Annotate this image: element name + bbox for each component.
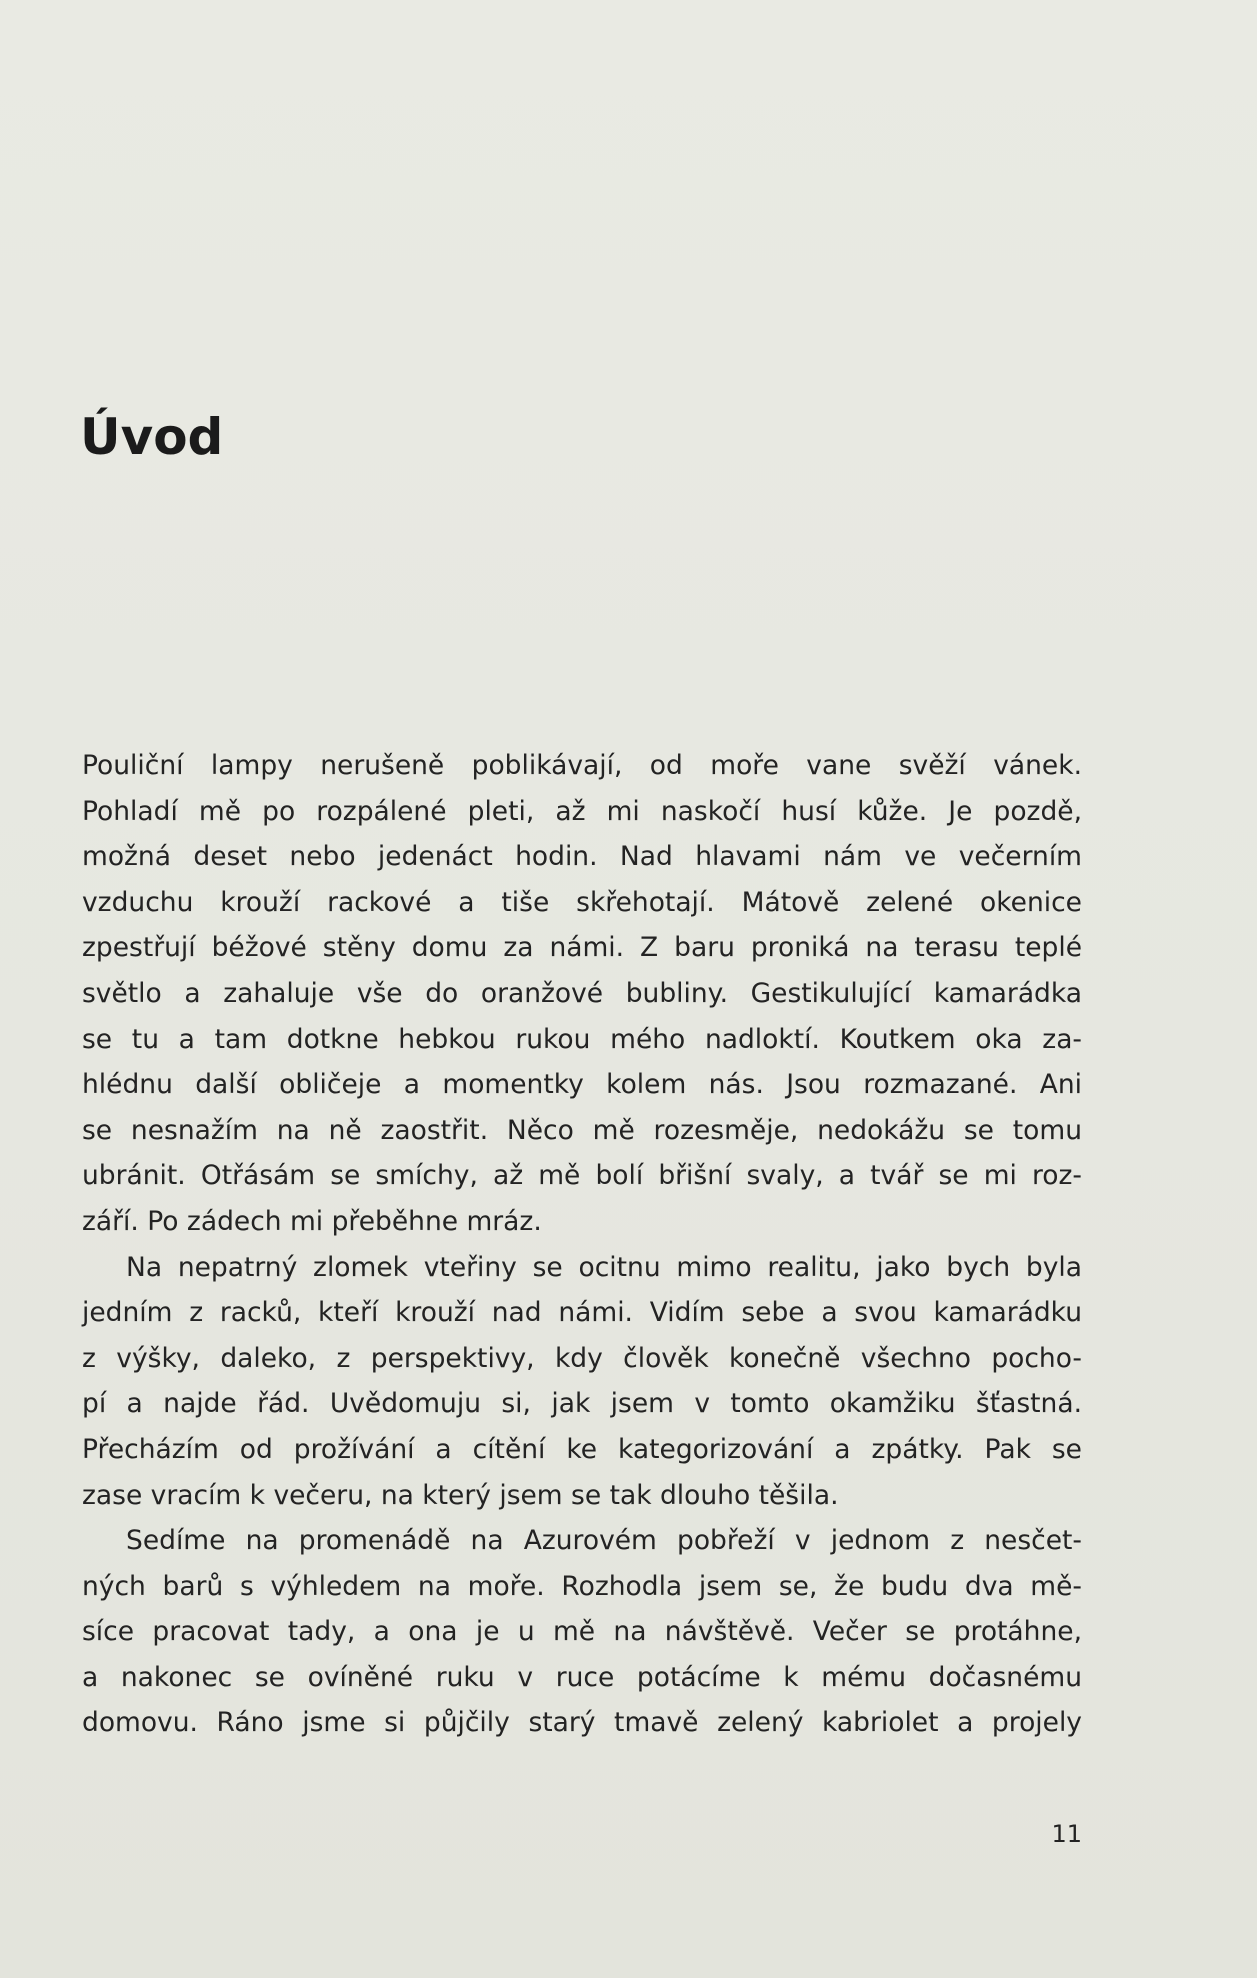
text-line: zpestřují béžové stěny domu za námi. Z baru proniká na terasu teplé — [82, 932, 1082, 964]
text-line: z výšky, daleko, z perspektivy, kdy člověk konečně všechno pocho- — [82, 1342, 1082, 1374]
body-text — [82, 743, 1082, 1746]
text-line: ubránit. Otřásám se smíchy, až mě bolí břišní svaly, a tvář se mi roz- — [82, 1160, 1082, 1192]
text-line: jedním z racků, kteří krouží nad námi. Vidím sebe a svou kamarádku — [82, 1297, 1082, 1329]
text-line: pí a najde řád. Uvědomuju si, jak jsem v tomto okamžiku šťastná. — [82, 1388, 1082, 1420]
text-line: a nakonec se ovíněné ruku v ruce potácíme k mému dočasnému — [82, 1661, 1082, 1693]
text-line: Sedíme na promenádě na Azurovém pobřeží v jednom z nesčet- — [126, 1525, 1082, 1557]
text-line: Pouliční lampy nerušeně poblikávají, od moře vane svěží vánek. — [82, 750, 1082, 781]
text-line: Pohladí mě po rozpálené pleti, až mi naskočí husí kůže. Je pozdě, — [82, 795, 1082, 827]
text-line: domovu. Ráno jsme si půjčily starý tmavě zelený kabriolet a projely — [82, 1707, 1082, 1739]
text-line: se nesnažím na ně zaostřit. Něco mě rozesměje, nedokážu se tomu — [82, 1114, 1082, 1146]
text-line: vzduchu krouží rackové a tiše skřehotají. Mátově zelené okenice — [82, 886, 1082, 918]
text-line: ných barů s výhledem na moře. Rozhodla jsem se, že budu dva mě- — [82, 1570, 1082, 1602]
text-line: hlédnu další obličeje a momentky kolem nás. Jsou rozmazané. Ani — [82, 1069, 1082, 1101]
text-line: světlo a zahaluje vše do oranžové bubliny. Gestikulující kamarádka — [82, 977, 1082, 1009]
chapter-title: Úvod — [80, 408, 224, 466]
text-line: Na nepatrný zlomek vteřiny se ocitnu mimo realitu, jako bych byla — [126, 1251, 1082, 1283]
text-line: síce pracovat tady, a ona je u mě na návštěvě. Večer se protáhne, — [82, 1616, 1082, 1648]
text-line: září. Po zádech mi přeběhne mráz. — [82, 1205, 542, 1237]
text-line: se tu a tam dotkne hebkou rukou mého nadloktí. Koutkem oka za- — [82, 1023, 1082, 1055]
text-line: možná deset nebo jedenáct hodin. Nad hlavami nám ve večerním — [82, 841, 1082, 873]
text-line: Přecházím od prožívání a cítění ke kategorizování a zpátky. Pak se — [82, 1433, 1082, 1465]
page-number: 11 — [1051, 1820, 1082, 1848]
text-line: zase vracím k večeru, na který jsem se tak dlouho těšila. — [82, 1479, 839, 1511]
